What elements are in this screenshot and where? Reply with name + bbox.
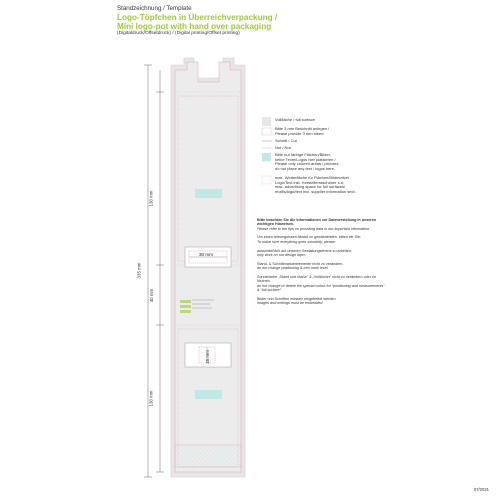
note-5	[257, 297, 387, 306]
note-1-en: To make sure everything goes smoothly, please:	[257, 239, 336, 244]
dim-bottom-label: 130 mm	[148, 390, 154, 407]
legend-colored-areas-line-4: do not place any text / logos here.	[275, 165, 336, 171]
dim-top-label: 130 mm	[148, 190, 154, 207]
note-4-de: Sonderfarbe „Stand und Maße“ & „Volltöcher“ nicht zu verändern oder zu löschen.	[257, 275, 376, 284]
note-intro-en: Please refer to the tips on providing data in our important information.	[257, 226, 371, 231]
note-4-en: do not change or delete the special colour for “positioning and measurements” & “full surface”.	[257, 283, 385, 292]
product-title-de: Logo-Töpfchen in Überreichverpackung /	[117, 13, 278, 22]
legend-colored-areas-line-1: Bitte nur farbige Flächen/Bilder,	[275, 152, 331, 157]
swatch-bleed	[262, 128, 271, 135]
page-title: Standzeichnung / Template	[117, 5, 192, 12]
legend-full-surface: Vollfläche / full surface	[275, 117, 315, 122]
note-2-de: ausschließlich auf unseren Gestaltungsebene zu arbeiten,	[257, 248, 352, 253]
swatch-info	[262, 176, 271, 184]
notes-panel	[257, 218, 387, 310]
logo-block-2	[180, 305, 191, 308]
swatch-full-surface	[262, 117, 271, 126]
note-1-de: Um einen reibungslosen Ablauf zu gewährleisten, bitten wir Sie:	[257, 235, 361, 240]
note-5-de: Bilder und Schriften müssen eingebettet werden	[257, 296, 336, 301]
footer-date: 07/2021	[473, 487, 489, 492]
window-top-dim-label: 30 mm	[199, 252, 214, 257]
note-3	[257, 262, 387, 271]
note-intro-de: Bitte beachten Sie die Informationen zur Datenerstellung in unseren wichtigen Hinweisen.	[257, 218, 377, 227]
note-intro	[257, 218, 387, 231]
legend-info-line-3: max. advertising space for full surfaces/	[275, 184, 346, 190]
window-bottom-dim-label: 15 mm	[205, 350, 210, 365]
note-5-en: Images and writings must be embedded	[257, 301, 323, 306]
note-1	[257, 235, 387, 244]
colored-area-bottom	[195, 390, 222, 399]
print-methods: (Digitaldruck/Offsetdruck) / (Digital printing/Offset printing)	[117, 31, 240, 36]
legend-fold: Nut / Nut	[275, 145, 291, 150]
hatched-area	[175, 445, 241, 467]
note-4	[257, 275, 387, 292]
legend-colored-areas-line-2: keine Texte/Logos hier platzieren /	[275, 156, 336, 162]
dim-total-label: 335 mm	[136, 262, 142, 279]
note-3-en: do not change positioning & trim mark level.	[257, 266, 329, 271]
product-title-en: Mini logo-pot with hand over packaging	[117, 22, 272, 31]
legend-bleed	[275, 127, 395, 136]
swatch-colored-area	[262, 153, 271, 161]
logo-block-3	[180, 310, 191, 313]
legend-cut: Schnitt / Cut	[275, 138, 297, 143]
note-2	[257, 249, 387, 258]
colored-area-top	[195, 189, 222, 198]
dim-middle-label: 40 mm	[149, 288, 155, 303]
note-3-de: Stand- & Schnittmarkierelemente nicht zu verändern.	[257, 261, 344, 266]
note-2-en: only work on our design layer.	[257, 252, 306, 257]
legend-info-line-2: Logo/Text inkl. Herstellerraschöner s.o.	[275, 179, 345, 185]
logo-block-1	[180, 300, 191, 303]
legend-colored-areas	[275, 153, 395, 171]
legend-info-line-4: motifs/logo/text incl. supplier information sect.	[275, 188, 356, 194]
legend-info	[275, 176, 395, 194]
legend-colored-areas-line-3: Please only colored areas / pictures,	[275, 161, 340, 167]
legend-info-line-1: max. Werbefläche für Flächen/Bildmotive/	[275, 175, 349, 180]
legend-bleed-en: Please provide 3 mm bleed	[275, 130, 324, 136]
legend-bleed-de: Bitte 3 mm Beschnitt anlegen /	[275, 126, 330, 131]
